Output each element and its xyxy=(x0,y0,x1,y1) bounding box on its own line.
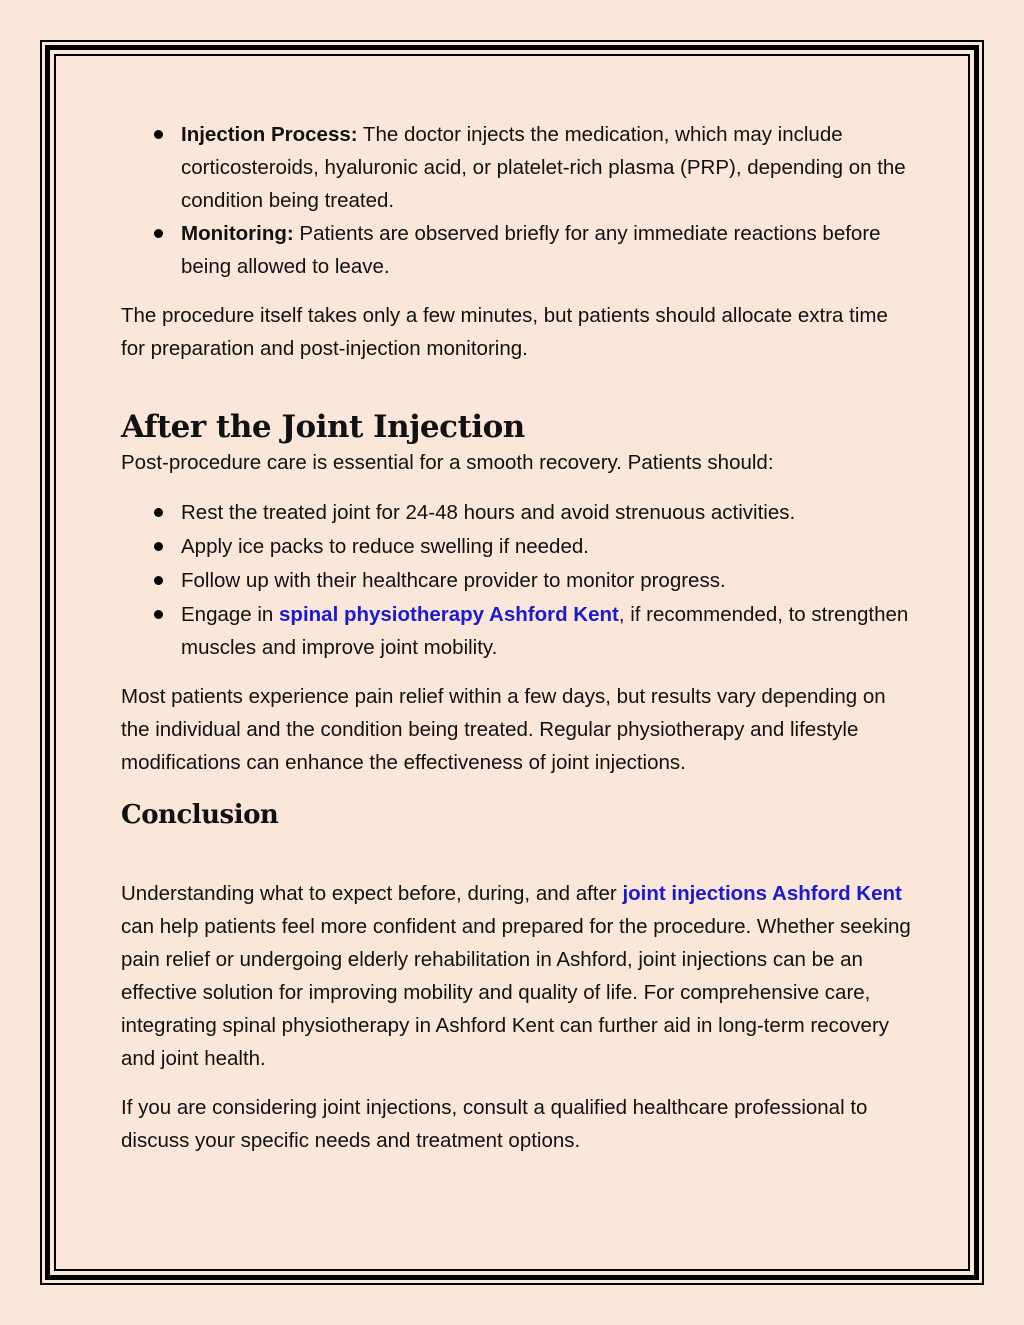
list-item-lead: Monitoring: xyxy=(181,222,294,245)
bullet-icon xyxy=(154,542,163,551)
recovery-paragraph: Most patients experience pain relief within a few days, but results vary depending on the individual and the condition being treated. Regular physiotherapy and lifestyle modifications can enhance the effectiveness of joint injections. xyxy=(121,685,886,774)
list-item-text: Follow up with their healthcare provider to monitor progress. xyxy=(181,569,726,592)
closing-paragraph: If you are considering joint injections, consult a qualified healthcare professional to discuss your specific needs and treatment options. xyxy=(121,1096,868,1152)
list-item xyxy=(121,598,911,664)
list-item xyxy=(121,496,911,529)
bullet-icon xyxy=(154,508,163,517)
procedure-duration-paragraph: The procedure itself takes only a few minutes, but patients should allocate extra time for preparation and post-injection monitoring. xyxy=(121,304,888,360)
conclusion-paragraph xyxy=(121,877,911,1075)
after-injection-heading: After the Joint Injection xyxy=(121,409,525,445)
bullet-icon xyxy=(154,610,163,619)
list-item-text: , if recommended, to strengthen muscles and improve joint mobility. xyxy=(181,603,909,659)
spinal-physiotherapy-link[interactable]: spinal physiotherapy Ashford Kent xyxy=(279,603,619,626)
joint-injections-link[interactable]: joint injections Ashford Kent xyxy=(622,882,902,905)
list-item-text: Engage in xyxy=(181,603,280,626)
list-item xyxy=(121,118,911,217)
bullet-icon xyxy=(154,130,163,139)
list-item xyxy=(121,564,911,597)
after-injection-intro: Post-procedure care is essential for a smooth recovery. Patients should: xyxy=(121,451,774,474)
conclusion-text: Understanding what to expect before, during, and after xyxy=(121,882,623,905)
list-item-text: Rest the treated joint for 24-48 hours and avoid strenuous activities. xyxy=(181,501,796,524)
list-item-text: Apply ice packs to reduce swelling if needed. xyxy=(181,535,589,558)
list-item-text: Patients are observed briefly for any immediate reactions before being allowed to leave. xyxy=(181,222,881,278)
procedure-steps-list xyxy=(121,118,911,283)
list-item xyxy=(121,217,911,283)
conclusion-heading: Conclusion xyxy=(121,800,279,830)
list-item-text: The doctor injects the medication, which may include corticosteroids, hyaluronic acid, or platelet-rich plasma (PRP), depending on the condition being treated. xyxy=(181,123,906,212)
bullet-icon xyxy=(154,229,163,238)
list-item xyxy=(121,530,911,563)
conclusion-text: can help patients feel more confident and prepared for the procedure. Whether seeking pain relief or undergoing elderly rehabilitation in Ashford, joint injections can be an effective solution for improving mobility and quality of life. For comprehensive care, integrating spinal physiotherapy in Ashford Kent can further aid in long-term recovery and joint health. xyxy=(121,915,911,1070)
document-content xyxy=(121,118,911,1157)
bullet-icon xyxy=(154,576,163,585)
aftercare-list xyxy=(121,496,911,664)
list-item-lead: Injection Process: xyxy=(181,123,358,146)
